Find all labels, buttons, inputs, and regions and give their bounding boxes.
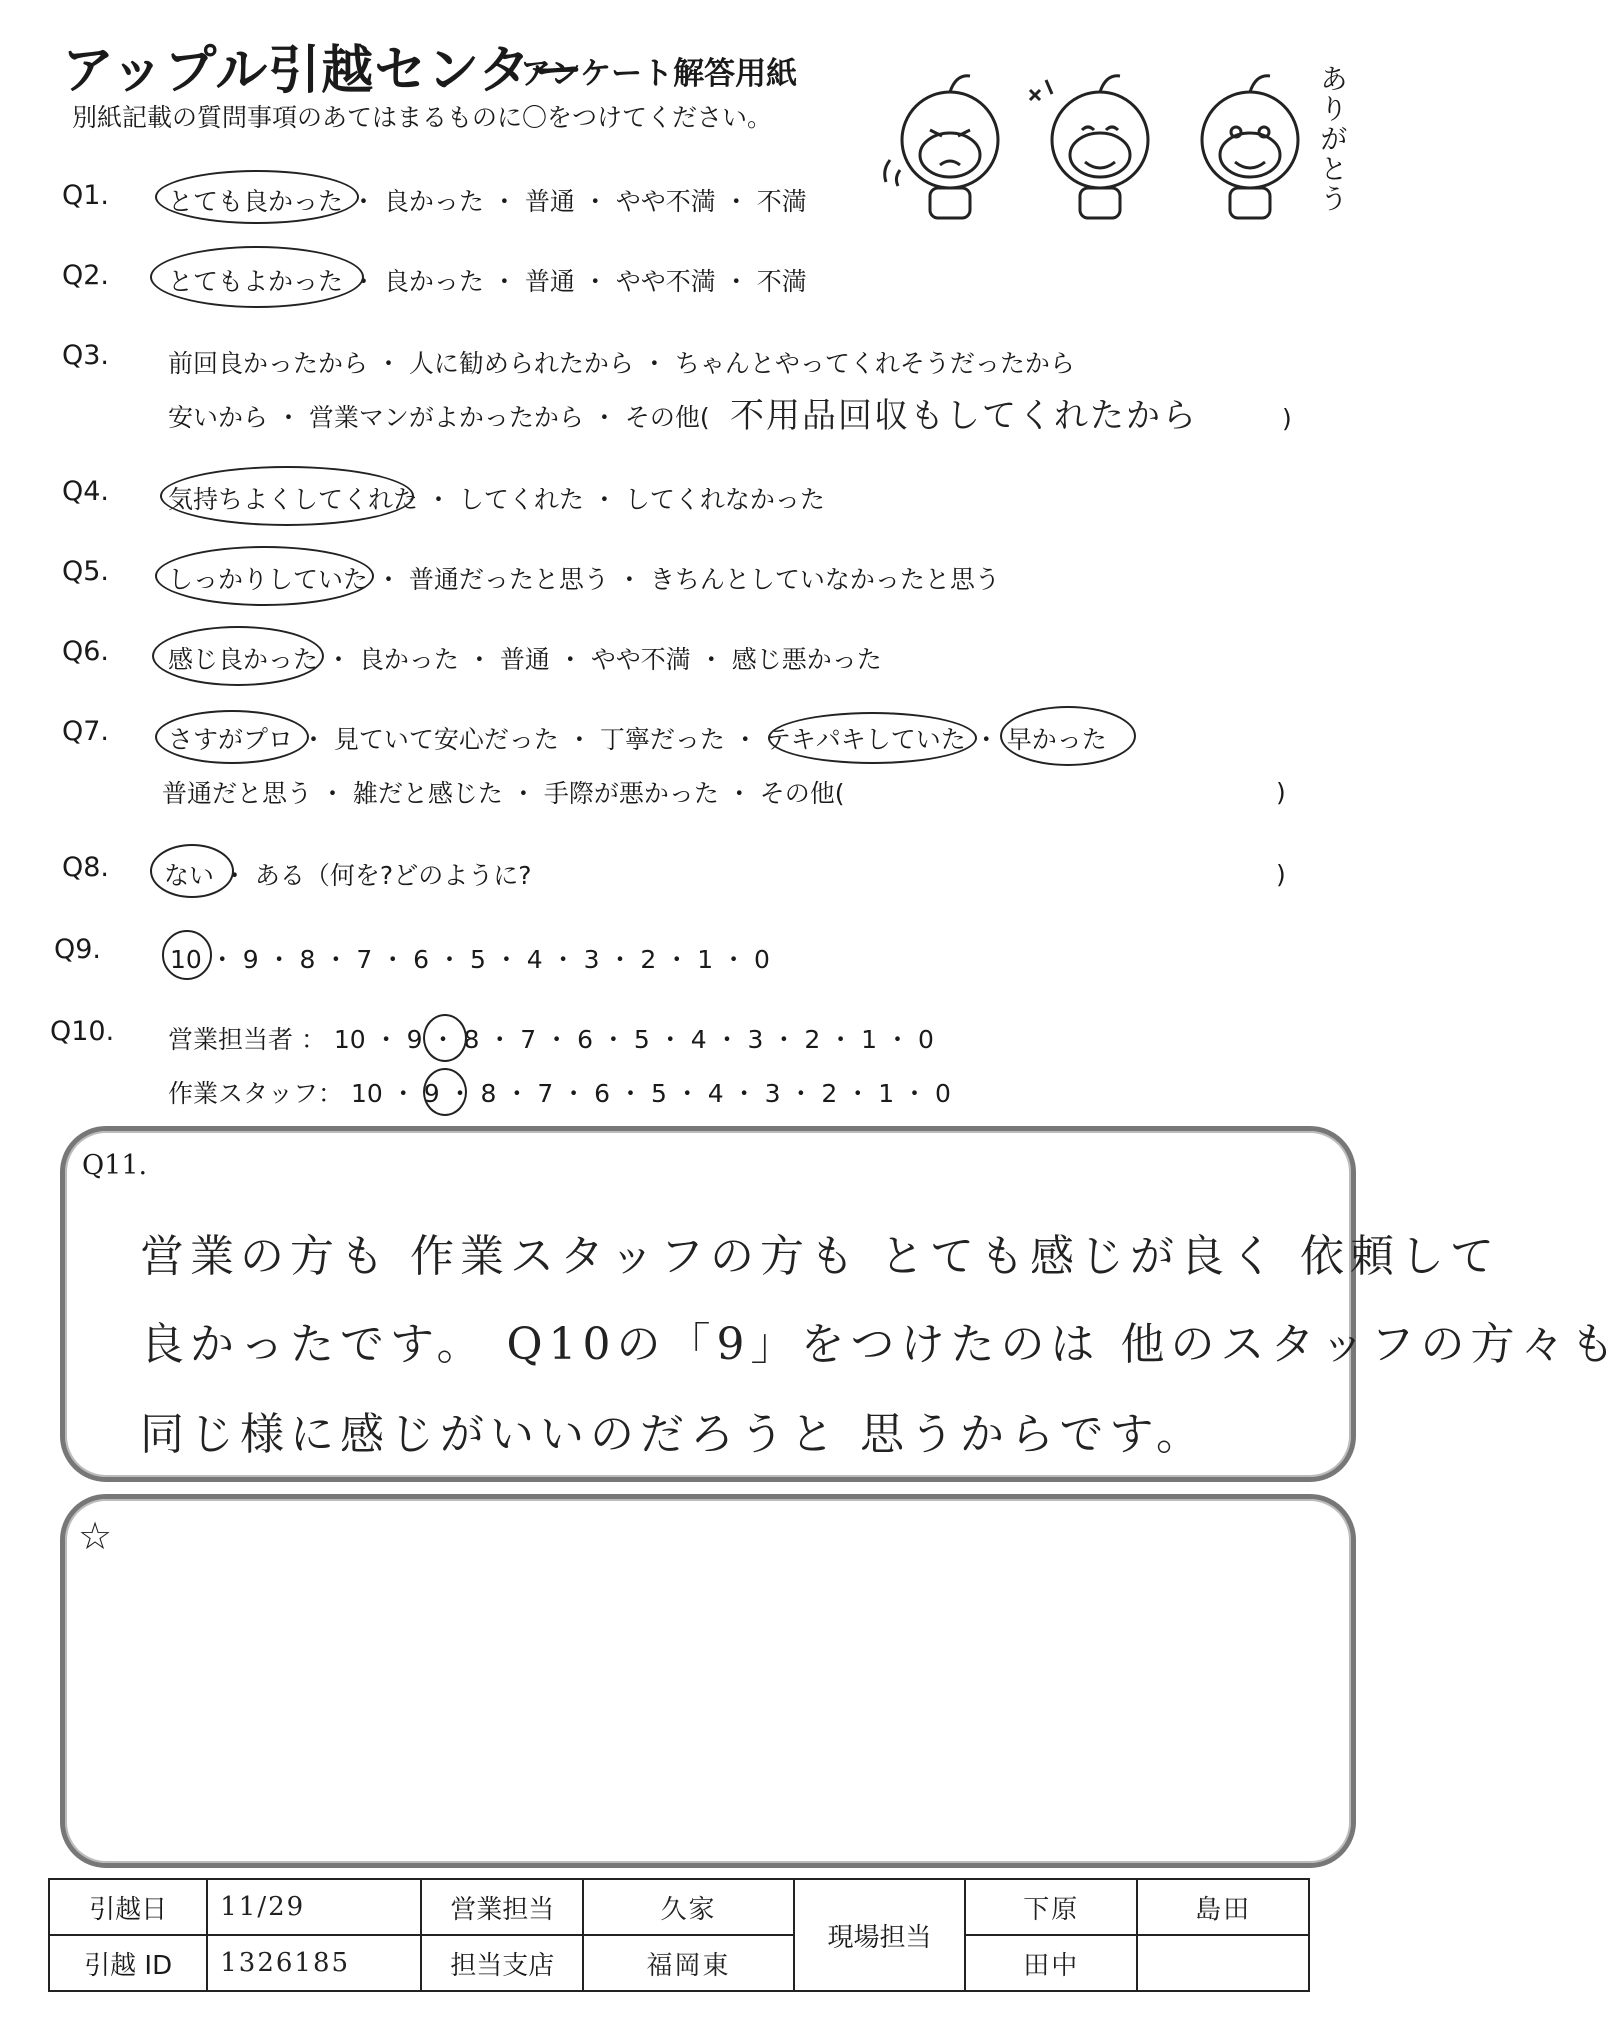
sales-rep-label: 営業担当 (421, 1879, 583, 1935)
q6-options: 感じ良かった ・ 良かった ・ 普通 ・ やや不満 ・ 感じ悪かった (168, 645, 882, 674)
q6-option-4[interactable]: やや不満 (590, 645, 691, 674)
q10-staff-score-3[interactable]: 3 (764, 1079, 781, 1108)
q9-label: Q9. (54, 934, 102, 965)
sales-rep-value: 久家 (583, 1879, 793, 1935)
q7-selection-mark-3 (1000, 706, 1136, 766)
q2-option-3[interactable]: 普通 (524, 267, 575, 296)
q7-selection-mark-2 (765, 712, 977, 764)
q4-option-1[interactable]: 気持ちよくしてくれた (168, 485, 419, 514)
site-rep-4 (1137, 1935, 1309, 1991)
q8-close-paren: ) (1276, 860, 1286, 889)
mascot-smiling (1202, 76, 1298, 218)
q10-sales-score-0[interactable]: 0 (917, 1025, 934, 1054)
q10-sales-score-1[interactable]: 1 (861, 1025, 878, 1054)
q9-score-8[interactable]: 8 (299, 945, 316, 974)
q7-options-line1: さすがプロ ・ 見ていて安心だった ・ 丁寧だった ・ テキパキしていた ・ 早かった (168, 725, 1107, 754)
move-id-label: 引越 ID (49, 1935, 207, 1991)
instruction-text: 別紙記載の質問事項のあてはまるものに〇をつけてください。 (72, 103, 773, 132)
q5-options: しっかりしていた ・ 普通だったと思う ・ きちんとしていなかったと思う (168, 565, 1000, 594)
q7-selection-mark-1 (155, 710, 309, 764)
q8-option-2[interactable]: ある（何を?どのように? (254, 861, 532, 890)
q5-option-2[interactable]: 普通だったと思う (408, 565, 609, 594)
q3-option-5[interactable]: 営業マンがよかったから (308, 403, 584, 432)
q10-sales-label: 営業担当者 ： (168, 1025, 326, 1054)
q6-option-1[interactable]: 感じ良かった (168, 645, 319, 674)
move-id-value: 1326185 (207, 1935, 421, 1991)
q3-other-handwritten: 不用品回収もしてくれたから (730, 396, 1198, 436)
q7-options-line2: 普通だと思う ・ 雑だと感じた ・ 手際が悪かった ・ その他( (162, 779, 845, 808)
q7-label: Q7. (62, 716, 110, 747)
site-rep-1: 下原 (965, 1879, 1137, 1935)
q6-option-3[interactable]: 普通 (499, 645, 550, 674)
q7-close-paren: ) (1276, 778, 1286, 807)
q9-selection-mark (162, 930, 212, 980)
mascot-caption: ありがとう (1316, 64, 1349, 214)
free-comment-box[interactable] (60, 1494, 1356, 1868)
q2-option-5[interactable]: 不満 (756, 267, 807, 296)
q5-option-1[interactable]: しっかりしていた (168, 565, 369, 594)
q7-option-5[interactable]: 早かった (1006, 725, 1107, 754)
site-rep-3: 田中 (965, 1935, 1137, 1991)
q2-selection-mark (150, 246, 364, 308)
q10-sales-score-7[interactable]: 7 (520, 1025, 537, 1054)
q10-sales-score-2[interactable]: 2 (804, 1025, 821, 1054)
q1-option-3[interactable]: 普通 (524, 187, 575, 216)
q6-label: Q6. (62, 636, 110, 667)
q7-option-8[interactable]: 手際が悪かった (543, 779, 719, 808)
q9-score-9[interactable]: 9 (242, 945, 259, 974)
q3-option-1[interactable]: 前回良かったから (168, 349, 369, 378)
q9-scale: 10 ・ 9 ・ 8 ・ 7 ・ 6 ・ 5 ・ 4 ・ 3 ・ 2 ・ 1 ・ 0 (170, 945, 770, 974)
q5-selection-mark (155, 546, 374, 606)
q3-option-3[interactable]: ちゃんとやってくれそうだったから (674, 349, 1075, 378)
q9-score-5[interactable]: 5 (469, 945, 486, 974)
q2-options: とてもよかった ・ 良かった ・ 普通 ・ やや不満 ・ 不満 (168, 267, 807, 296)
mascot-illustration (870, 60, 1340, 230)
mascot-laughing (1030, 76, 1148, 218)
q6-option-5[interactable]: 感じ悪かった (731, 645, 882, 674)
q10-sales-row: 営業担当者 ： 10 ・ 9 ・ 8 ・ 7 ・ 6 ・ 5 ・ 4 ・ 3 ・ 2 ・ 1 ・ 0 (168, 1025, 934, 1054)
q10-staff-row: 作業スタッフ： 10 ・ 9 ・ 8 ・ 7 ・ 6 ・ 5 ・ 4 ・ 3 ・ 2 ・ 1 ・ 0 (168, 1079, 951, 1108)
q10-staff-score-8[interactable]: 8 (480, 1079, 497, 1108)
branch-value: 福岡東 (583, 1935, 793, 1991)
q10-sales-selection-mark (423, 1014, 467, 1062)
q1-selection-mark (155, 170, 359, 224)
q1-option-4[interactable]: やや不満 (615, 187, 716, 216)
q3-close-paren: ) (1282, 404, 1292, 433)
q10-staff-selection-mark (423, 1068, 467, 1116)
q11-answer-line-1: 営業の方も 作業スタッフの方も とても感じが良く 依頼して (140, 1231, 1500, 1282)
q9-score-6[interactable]: 6 (413, 945, 430, 974)
q11-label: Q11. (82, 1150, 148, 1181)
q9-score-10[interactable]: 10 (170, 945, 202, 974)
company-title: アップル引越センター (62, 41, 585, 101)
move-date-value: 11/29 (207, 1879, 421, 1935)
q10-staff-score-2[interactable]: 2 (821, 1079, 838, 1108)
q8-options: ない ・ ある（何を?どのように? (164, 861, 532, 890)
q2-option-2[interactable]: 良かった (383, 267, 484, 296)
q10-staff-score-4[interactable]: 4 (707, 1079, 724, 1108)
q10-label: Q10. (50, 1016, 115, 1047)
q7-option-7[interactable]: 雑だと感じた (352, 779, 503, 808)
q10-sales-score-10[interactable]: 10 (333, 1025, 366, 1054)
q3-label: Q3. (62, 340, 110, 371)
q10-staff-score-6[interactable]: 6 (594, 1079, 611, 1108)
q9-score-2[interactable]: 2 (640, 945, 657, 974)
q10-staff-score-1[interactable]: 1 (878, 1079, 895, 1108)
q10-staff-score-5[interactable]: 5 (650, 1079, 667, 1108)
q1-label: Q1. (62, 180, 110, 211)
q7-option-4[interactable]: テキパキしていた (765, 725, 966, 754)
star-icon: ☆ (78, 1514, 113, 1558)
footer-info-table (48, 1878, 1310, 1992)
q9-score-4[interactable]: 4 (526, 945, 543, 974)
q4-option-2[interactable]: してくれた (458, 485, 584, 514)
q4-options: 気持ちよくしてくれた ・ してくれた ・ してくれなかった (168, 485, 825, 514)
q7-other-label: その他( (759, 779, 845, 808)
q9-score-3[interactable]: 3 (583, 945, 600, 974)
q5-label: Q5. (62, 556, 110, 587)
q10-staff-score-0[interactable]: 0 (935, 1079, 951, 1108)
q10-sales-score-5[interactable]: 5 (633, 1025, 650, 1054)
q6-selection-mark (152, 626, 324, 686)
move-date-label: 引越日 (49, 1879, 207, 1935)
q7-option-6[interactable]: 普通だと思う (162, 779, 313, 808)
site-rep-2: 島田 (1137, 1879, 1309, 1935)
q9-score-7[interactable]: 7 (356, 945, 373, 974)
q10-sales-score-6[interactable]: 6 (577, 1025, 593, 1054)
q1-option-1[interactable]: とても良かった (168, 187, 344, 216)
mascot-angry (885, 76, 998, 218)
q2-option-4[interactable]: やや不満 (615, 267, 716, 296)
q3-options-line2: 安いから ・ 営業マンがよかったから ・ その他( (168, 403, 710, 432)
q9-score-0[interactable]: 0 (754, 945, 770, 974)
q8-selection-mark (150, 844, 234, 898)
site-rep-label: 現場担当 (794, 1879, 966, 1991)
branch-label: 担当支店 (421, 1935, 583, 1991)
q11-answer-line-2: 良かったです。 Q10の「9」をつけたのは 他のスタッフの方々も (140, 1319, 1621, 1370)
q7-option-1[interactable]: さすがプロ (168, 725, 294, 754)
q5-option-3[interactable]: きちんとしていなかったと思う (649, 565, 1000, 594)
q10-staff-score-9[interactable]: 9 (423, 1079, 440, 1108)
q10-sales-score-8[interactable]: 8 (463, 1025, 480, 1054)
q3-option-2[interactable]: 人に勧められたから (408, 349, 634, 378)
q4-option-3[interactable]: してくれなかった (624, 485, 825, 514)
q6-option-2[interactable]: 良かった (358, 645, 459, 674)
q11-answer-line-3: 同じ様に感じがいいのだろうと 思うからです。 (140, 1409, 1207, 1460)
q10-staff-score-7[interactable]: 7 (537, 1079, 554, 1108)
q10-sales-score-9[interactable]: 9 (406, 1025, 423, 1054)
q3-option-4[interactable]: 安いから (168, 403, 269, 432)
q10-staff-label: 作業スタッフ： (168, 1079, 344, 1108)
q3-options-line1: 前回良かったから ・ 人に勧められたから ・ ちゃんとやってくれそうだったから (168, 349, 1075, 378)
q9-score-1[interactable]: 1 (697, 945, 714, 974)
q8-label: Q8. (62, 852, 110, 883)
q10-sales-score-3[interactable]: 3 (747, 1025, 764, 1054)
q1-option-5[interactable]: 不満 (756, 187, 807, 216)
q7-option-3[interactable]: 丁寧だった (599, 725, 725, 754)
q1-options: とても良かった ・ 良かった ・ 普通 ・ やや不満 ・ 不満 (168, 187, 807, 216)
q2-label: Q2. (62, 260, 110, 291)
q7-option-2[interactable]: 見ていて安心だった (333, 725, 559, 754)
q10-staff-score-10[interactable]: 10 (350, 1079, 383, 1108)
form-subtitle: アンケート解答用紙 (520, 56, 798, 92)
q10-sales-score-4[interactable]: 4 (690, 1025, 707, 1054)
q3-other-label: その他( (624, 403, 710, 432)
q8-option-1[interactable]: ない (164, 861, 215, 890)
q4-selection-mark (160, 466, 414, 526)
q4-label: Q4. (62, 476, 110, 507)
q1-option-2[interactable]: 良かった (383, 187, 484, 216)
q2-option-1[interactable]: とてもよかった (168, 267, 344, 296)
